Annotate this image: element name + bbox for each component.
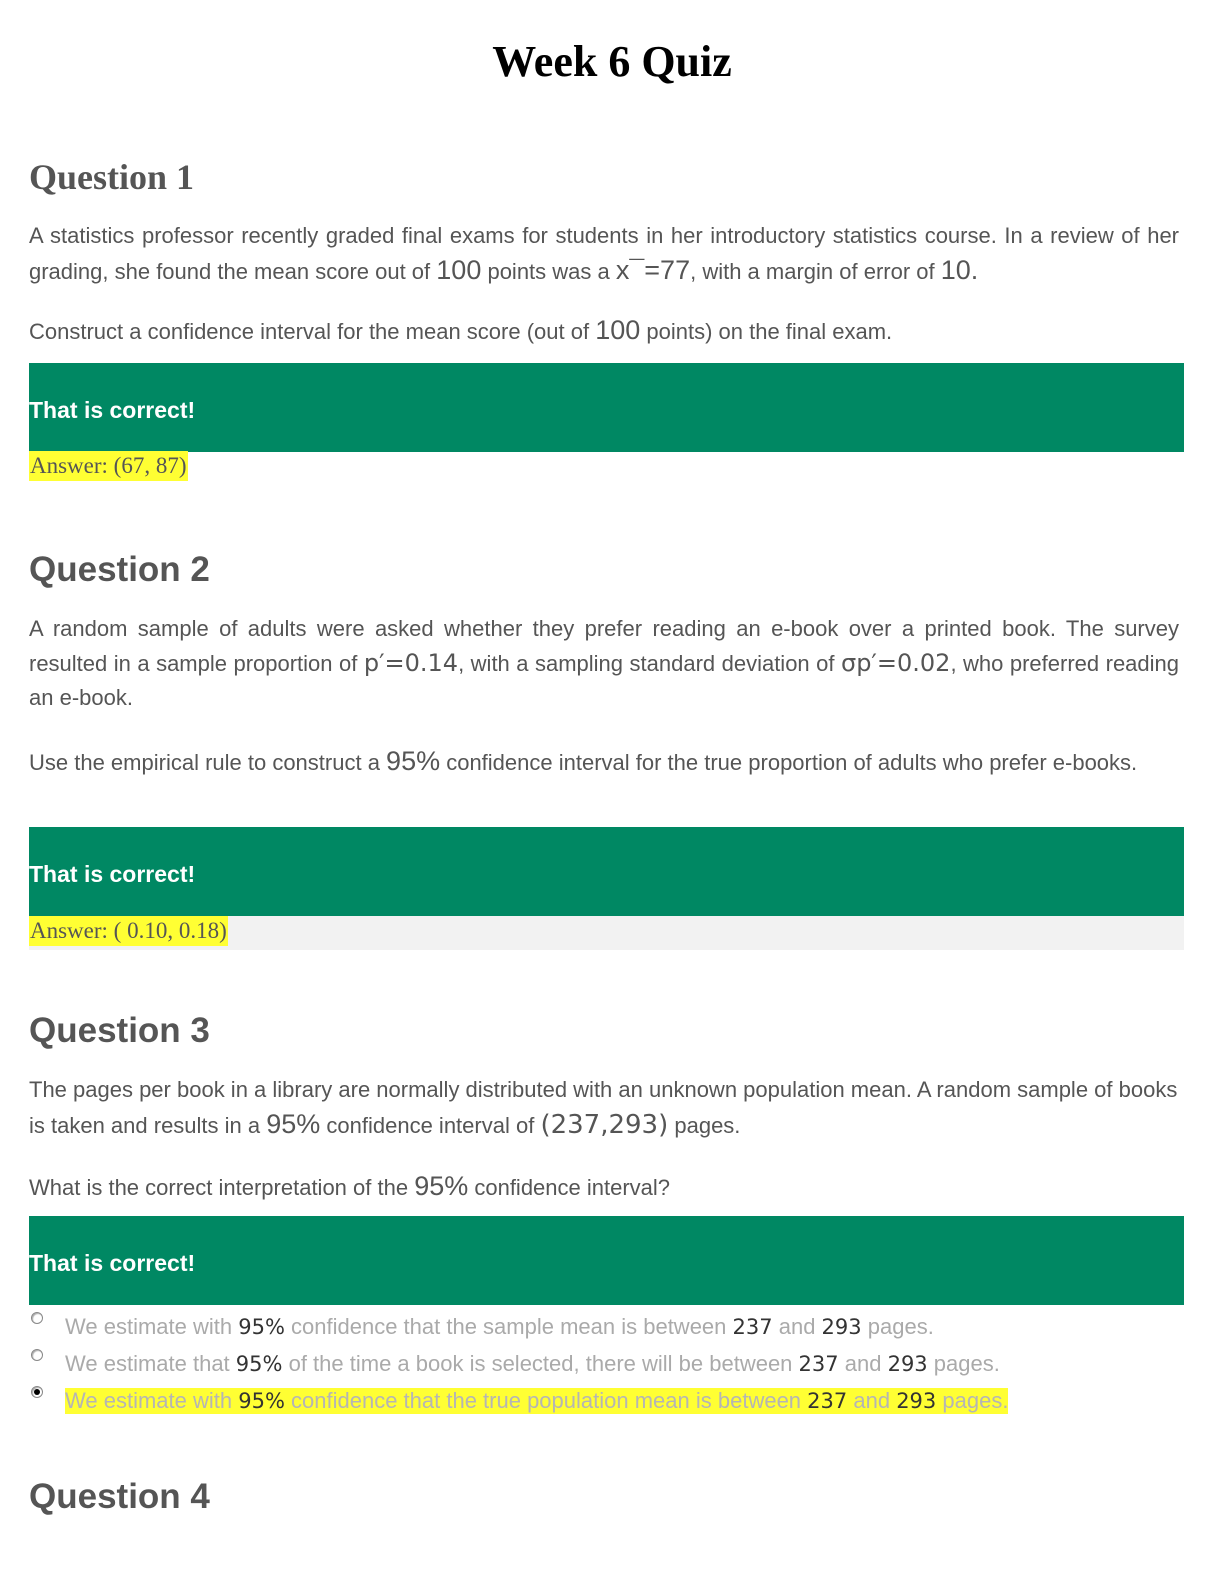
radio-button[interactable] (31, 1312, 43, 1324)
question-2-heading: Question 2 (29, 550, 210, 589)
question-1-heading: Question 1 (29, 157, 195, 197)
correct-feedback-banner: That is correct! (29, 363, 1184, 452)
question-3-prompt: The pages per book in a library are normally distributed with an unknown population mean. A random sample of books is taken and results in a 95% confidence interval of (237,293) pages. (29, 1077, 1178, 1140)
page-title: Week 6 Quiz (492, 37, 732, 86)
question-3-options (29, 1310, 1189, 1421)
option-label: We estimate that 95% of the time a book is selected, there will be between 237 and 293 pages. (65, 1351, 1000, 1376)
question-1-answer: Answer: (67, 87) (29, 451, 188, 481)
question-3-heading: Question 3 (29, 1011, 210, 1050)
question-2-answer-row (29, 916, 1184, 950)
question-4-heading: Question 4 (29, 1477, 210, 1516)
question-1-prompt: A statistics professor recently graded final exams for students in her introductory statistics course. In a review of her grading, she found the mean score out of 100 points was a x¯=77, with a margin of error of 10. (29, 223, 1179, 285)
answer-option[interactable] (29, 1310, 1189, 1347)
answer-option-selected[interactable] (29, 1384, 1189, 1421)
correct-feedback-banner: That is correct! (29, 1216, 1184, 1305)
option-label-highlighted: We estimate with 95% confidence that the true population mean is between 237 and 293 pages. (65, 1388, 1009, 1413)
question-1-task: Construct a confidence interval for the mean score (out of 100 points) on the final exam. (29, 315, 893, 345)
answer-option[interactable] (29, 1347, 1189, 1384)
question-3-task: What is the correct interpretation of the 95% confidence interval? (29, 1171, 671, 1201)
question-2-answer: Answer: ( 0.10, 0.18) (29, 916, 228, 946)
radio-button-checked[interactable] (31, 1386, 43, 1398)
radio-button[interactable] (31, 1349, 43, 1361)
question-1-answer-row (29, 451, 1184, 485)
question-2-task: Use the empirical rule to construct a 95% confidence interval for the true proportion of adults who prefer e-books. (29, 746, 1138, 776)
correct-feedback-banner: That is correct! (29, 827, 1184, 916)
question-2-prompt: A random sample of adults were asked whether they prefer reading an e-book over a printed book. The survey resulted in a sample proportion of p′=0.14, with a sampling standard deviation of σp′=0.02, who preferred reading an e-book. (29, 616, 1180, 710)
option-label: We estimate with 95% confidence that the sample mean is between 237 and 293 pages. (65, 1314, 934, 1339)
